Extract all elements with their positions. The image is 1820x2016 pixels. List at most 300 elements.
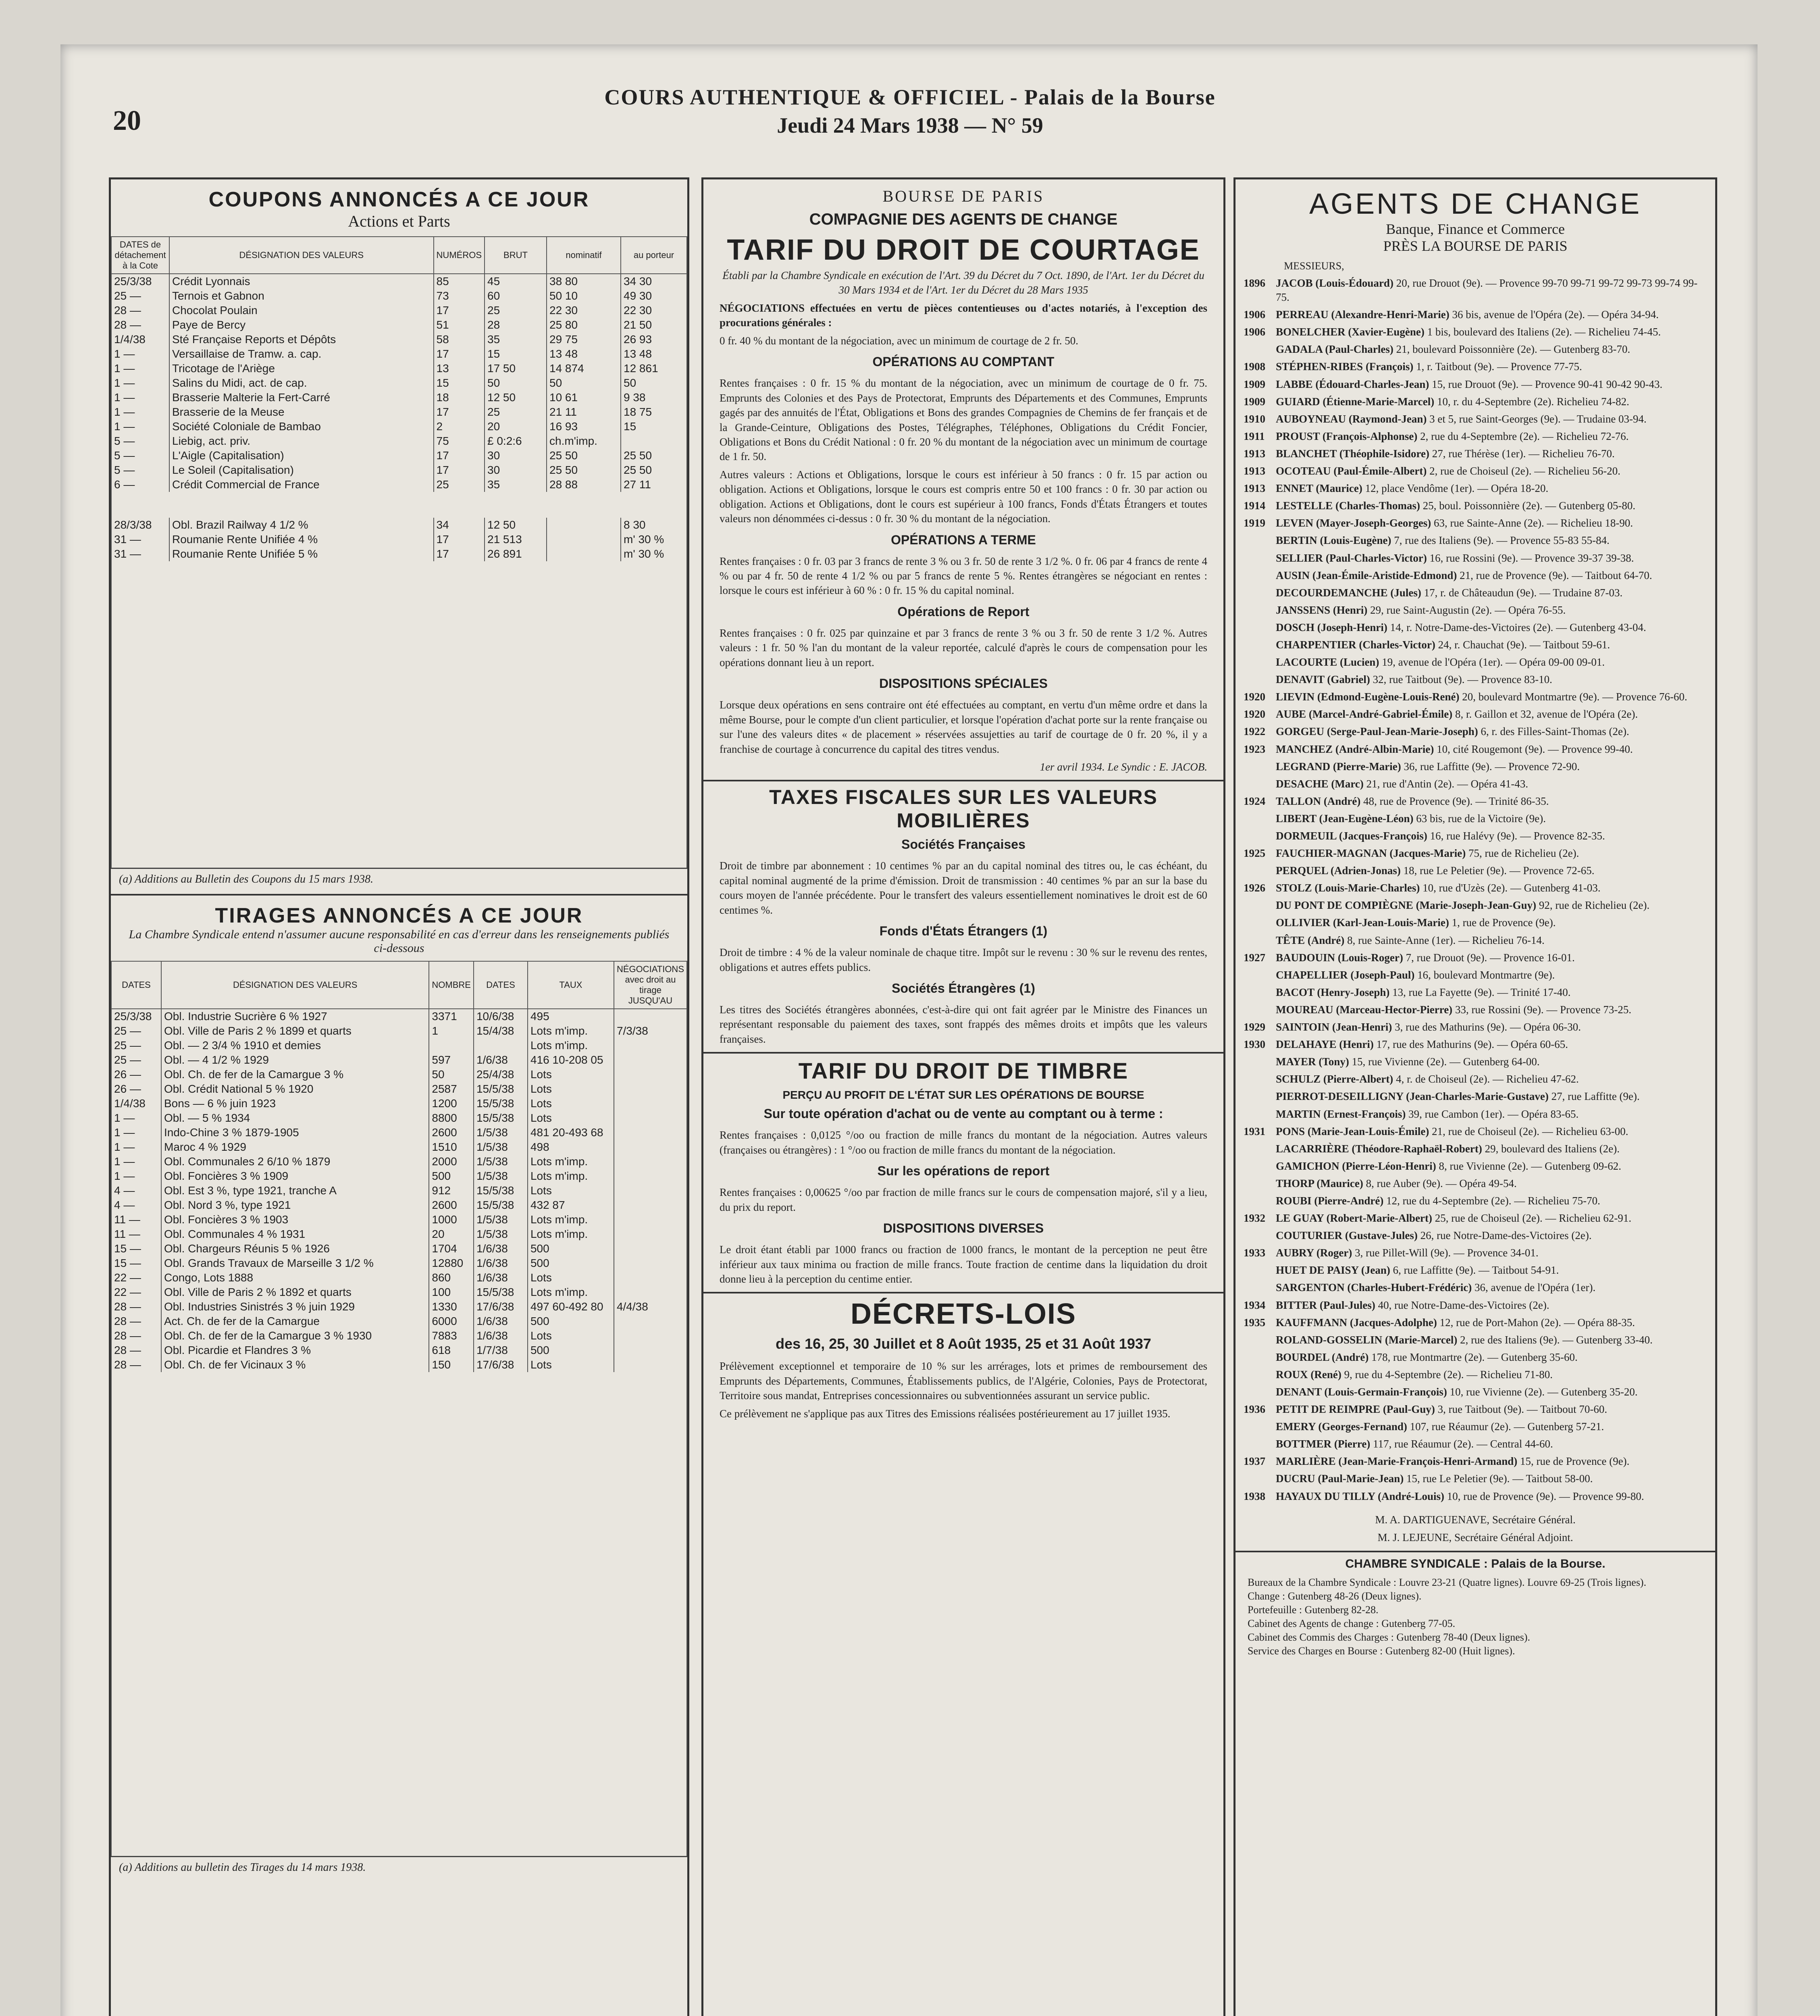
table-cell: 17 — [434, 303, 485, 318]
table-row — [111, 419, 687, 434]
table-cell: 25 — — [111, 1024, 161, 1038]
agent-entry — [1236, 410, 1715, 428]
table-cell: 17 — [434, 532, 485, 547]
tarif-kicker: BOURSE DE PARIS — [882, 187, 1044, 205]
table-cell: 1/4/38 — [111, 1096, 161, 1111]
agents-title: AGENTS DE CHANGE — [1309, 188, 1642, 220]
table-cell: Obl. Ch. de fer de la Camargue 3 % — [161, 1067, 429, 1082]
agent-entry — [1236, 1331, 1715, 1349]
agent-name: LEVEN (Mayer-Joseph-Georges) — [1276, 517, 1431, 529]
table-cell: 15/5/38 — [474, 1285, 528, 1300]
agent-details — [1276, 1229, 1591, 1243]
agent-entry — [1236, 706, 1715, 723]
agent-name: OLLIVIER (Karl-Jean-Louis-Marie) — [1276, 916, 1449, 929]
table-cell: 1/5/38 — [474, 1227, 528, 1241]
coupons-table — [111, 236, 687, 561]
agent-year — [1244, 342, 1276, 356]
taxes-paragraph: Droit de timbre par abonnement : 10 centimes % par an du capital nominal des titres ou, le cas échéant, du capital nominal augmenté de la prime d'émission. Droit de transmission : 40 centimes % par an sur la base du cours moyen de l'année précédente. Pour le transfert des valeurs essentiellement nominatives le droit est de 60 centimes %. — [720, 860, 1207, 916]
agent-name: LACOURTE (Lucien) — [1276, 656, 1379, 669]
agent-address: 10, rue d'Uzès (2e). — Gutenberg 41-03. — [1423, 882, 1601, 894]
table-row — [111, 1053, 687, 1067]
agent-entry — [1236, 306, 1715, 323]
agent-name: TALLON (André) — [1276, 795, 1361, 807]
agent-year — [1244, 864, 1276, 878]
table-cell: Lots m'imp. — [528, 1024, 614, 1038]
tarif-paragraph: Autres valeurs : Actions et Obligations, lorsque le cours est inférieur à 50 francs : 0 fr. 15 par action ou obligation. Actions et Obligations, lorsque le cours est compris entre 50 et 100 francs : 0 fr. 30 par action ou obligation. Actions et Obligations, dont le cours est supérieur à 100 francs, Fonds d'États Étrangers et toutes valeurs non dénommées ci-dessus : 0 fr. 30 % du montant de la négociation. — [720, 468, 1207, 525]
tarif-section: Opérations de Report — [897, 604, 1030, 619]
table-row — [111, 1183, 687, 1198]
table-cell: 1/6/38 — [474, 1329, 528, 1343]
table-cell: Société Coloniale de Bambao — [169, 419, 434, 434]
agent-name: TÊTE (André) — [1276, 934, 1345, 946]
agent-address: 3, rue Taitbout (9e). — Taitbout 70-60. — [1437, 1403, 1607, 1416]
table-cell — [614, 1038, 687, 1053]
agents-subtitle-2: PRÈS LA BOURSE DE PARIS — [1383, 238, 1568, 254]
agent-year: 1909 — [1244, 395, 1265, 408]
agent-year — [1244, 1055, 1276, 1069]
table-cell: 17 — [434, 547, 485, 561]
table-row — [111, 1082, 687, 1096]
table-cell — [614, 1082, 687, 1096]
agent-entry — [1236, 1297, 1715, 1314]
agent-address: 7, rue des Italiens (9e). — Provence 55-83 55-84. — [1394, 534, 1610, 547]
tarifs-column — [701, 177, 1225, 2016]
table-cell: 26 — — [111, 1082, 161, 1096]
agent-details — [1276, 464, 1620, 478]
table-row — [111, 1343, 687, 1358]
agent-address: 36, avenue de l'Opéra (1er). — [1474, 1281, 1596, 1294]
table-cell: L'Aigle (Capitalisation) — [169, 448, 434, 463]
timbre-paragraph: Rentes françaises : 0,00625 °/oo par fraction de mille francs sur le cours de compensation majoré, s'il y a lieu, du prix du report. — [720, 1186, 1207, 1213]
table-cell: 51 — [434, 318, 485, 332]
agent-details — [1276, 1055, 1540, 1069]
table-cell: 1/4/38 — [111, 332, 169, 347]
table-row — [111, 532, 687, 547]
agent-address: 1, r. Taitbout (9e). — Provence 77-75. — [1416, 360, 1582, 373]
agent-details — [1276, 1420, 1604, 1434]
chambre-line: Cabinet des Commis des Charges : Gutenberg 78-40 (Deux lignes). — [1248, 1631, 1530, 1643]
agent-address: 15, rue Vivienne (2e). — Gutenberg 64-00. — [1352, 1056, 1540, 1068]
table-cell: 15/5/38 — [474, 1111, 528, 1125]
agent-details — [1276, 1072, 1579, 1086]
agent-entry — [1236, 1175, 1715, 1192]
table-cell — [621, 434, 687, 448]
agent-name: LACARRIÈRE (Théodore-Raphaël-Robert) — [1276, 1142, 1482, 1155]
agent-entry — [1236, 462, 1715, 480]
agent-details — [1276, 742, 1633, 756]
agent-address: 63, rue Sainte-Anne (2e). — Richelieu 18-90. — [1433, 517, 1633, 529]
table-cell: 28 — — [111, 1358, 161, 1372]
table-row — [111, 347, 687, 361]
table-cell — [614, 1067, 687, 1082]
table-cell: 12 50 — [485, 518, 547, 532]
agent-name: THORP (Maurice) — [1276, 1177, 1363, 1189]
table-cell: Obl. Ch. de fer Vicinaux 3 % — [161, 1358, 429, 1372]
agent-details — [1276, 360, 1582, 374]
agent-name: MARLIÈRE (Jean-Marie-François-Henri-Armand) — [1276, 1455, 1518, 1468]
agent-year: 1930 — [1244, 1038, 1265, 1051]
table-cell: Roumanie Rente Unifiée 4 % — [169, 532, 434, 547]
table-cell: 30 — [485, 463, 547, 477]
col-header: DATES de détachement à la Cote — [111, 237, 169, 274]
tarif-org: COMPAGNIE DES AGENTS DE CHANGE — [809, 210, 1118, 228]
table-cell: Lots — [528, 1358, 614, 1372]
page-number: 20 — [113, 105, 141, 136]
agent-name: AUBRY (Roger) — [1276, 1247, 1352, 1259]
agent-name: GUIARD (Étienne-Marie-Marcel) — [1276, 395, 1435, 408]
agent-details — [1276, 881, 1601, 895]
agent-name: BITTER (Paul-Jules) — [1276, 1299, 1375, 1311]
table-blank-area — [111, 1372, 687, 1856]
agent-year: 1896 — [1244, 277, 1265, 289]
table-cell: 8800 — [429, 1111, 474, 1125]
table-cell: 75 — [434, 434, 485, 448]
table-cell: 1 — — [111, 361, 169, 376]
agent-year: 1932 — [1244, 1212, 1265, 1225]
agent-address: 32, rue Taitbout (9e). — Provence 83-10. — [1373, 673, 1552, 686]
table-cell: Obl. Foncières 3 % 1909 — [161, 1169, 429, 1183]
agent-entry — [1236, 810, 1715, 827]
agent-year: 1934 — [1244, 1299, 1265, 1311]
table-cell: 25 — — [111, 289, 169, 303]
agent-address: 25, boul. Poissonnière (2e). — Gutenberg 05-80. — [1423, 500, 1636, 512]
agent-address: 107, rue Réaumur (2e). — Gutenberg 57-21. — [1410, 1420, 1604, 1433]
agent-entry — [1236, 1262, 1715, 1279]
decrets-subtitle: des 16, 25, 30 Juillet et 8 Août 1935, 25 et 31 Août 1937 — [776, 1335, 1151, 1352]
table-cell: 25 — [485, 405, 547, 419]
agent-entry — [1236, 741, 1715, 758]
agent-details — [1276, 1489, 1644, 1504]
table-cell: 22 — — [111, 1270, 161, 1285]
decrets-title: DÉCRETS-LOIS — [850, 1298, 1077, 1331]
table-row — [111, 463, 687, 477]
col-header: NOMBRE — [429, 961, 474, 1009]
table-cell: Roumanie Rente Unifiée 5 % — [169, 547, 434, 561]
table-cell: 6 — — [111, 477, 169, 492]
agent-year — [1244, 1420, 1276, 1434]
divider — [1236, 1551, 1715, 1552]
agent-details — [1276, 516, 1633, 530]
taxes-paragraph: Droit de timbre : 4 % de la valeur nominale de chaque titre. Impôt sur le revenu : 30 % sur le revenu des rentes, obligations et autres effets publics. — [720, 946, 1207, 973]
agent-name: DENANT (Louis-Germain-François) — [1276, 1386, 1447, 1398]
table-cell: 618 — [429, 1343, 474, 1358]
table-cell: Obl. Communales 4 % 1931 — [161, 1227, 429, 1241]
table-cell: 495 — [528, 1009, 614, 1024]
table-cell: 16 93 — [547, 419, 621, 434]
tarif-section: OPÉRATIONS A TERME — [891, 532, 1036, 547]
agent-details — [1276, 1194, 1600, 1208]
agent-address: 9, rue du 4-Septembre (2e). — Richelieu 71-80. — [1344, 1368, 1553, 1381]
table-cell — [614, 1241, 687, 1256]
table-cell: £ 0:2:6 — [485, 434, 547, 448]
agent-name: SAINTOIN (Jean-Henri) — [1276, 1021, 1392, 1033]
agent-year: 1913 — [1244, 465, 1265, 477]
agent-name: MANCHEZ (André-Albin-Marie) — [1276, 743, 1434, 755]
table-cell: 2 — [434, 419, 485, 434]
table-cell: 35 — [485, 332, 547, 347]
table-row — [111, 1024, 687, 1038]
agent-details — [1276, 1142, 1620, 1156]
agents-messieurs: MESSIEURS, — [1284, 260, 1344, 272]
agent-details — [1276, 1003, 1631, 1017]
agent-entry — [1236, 1106, 1715, 1123]
table-cell: 8 30 — [621, 518, 687, 532]
agent-address: 12, rue de Port-Mahon (2e). — Opéra 88-35. — [1439, 1316, 1635, 1329]
agent-details — [1276, 1298, 1550, 1312]
table-cell: 25 — [434, 477, 485, 492]
agent-name: BLANCHET (Théophile-Isidore) — [1276, 447, 1429, 460]
agent-address: 24, r. Chauchat (9e). — Taitbout 59-61. — [1438, 638, 1610, 651]
table-cell: 25 — — [111, 1053, 161, 1067]
agent-year — [1244, 1368, 1276, 1382]
taxes-section: Sociétés Françaises — [901, 837, 1025, 852]
agent-address: 29, boulevard des Italiens (2e). — [1485, 1142, 1620, 1155]
col-header: NÉGOCIATIONS avec droit au tirage JUSQU'AU — [614, 961, 687, 1009]
agent-name: ROUX (René) — [1276, 1368, 1342, 1381]
table-cell: 26 — — [111, 1067, 161, 1082]
table-cell — [614, 1096, 687, 1111]
table-cell: 28 — — [111, 1329, 161, 1343]
agent-address: 3, rue Pillet-Will (9e). — Provence 34-01. — [1355, 1247, 1539, 1259]
table-cell: 13 48 — [547, 347, 621, 361]
agent-address: 92, rue de Richelieu (2e). — [1539, 899, 1650, 912]
agent-name: LEGRAND (Pierre-Marie) — [1276, 760, 1401, 773]
agent-address: 16, rue Halévy (9e). — Provence 82-35. — [1430, 830, 1605, 842]
agent-entry — [1236, 984, 1715, 1001]
table-cell: 1/6/38 — [474, 1256, 528, 1270]
agent-year — [1244, 777, 1276, 791]
agent-address: 21, rue d'Antin (2e). — Opéra 41-43. — [1366, 777, 1528, 790]
agent-details — [1276, 985, 1570, 1000]
agent-name: DECOURDEMANCHE (Jules) — [1276, 586, 1421, 599]
chambre-line: Cabinet des Agents de change : Gutenberg 77-05. — [1248, 1617, 1456, 1629]
agent-entry — [1236, 1227, 1715, 1244]
agent-year — [1244, 829, 1276, 843]
agent-entry — [1236, 688, 1715, 706]
table-cell: 12880 — [429, 1256, 474, 1270]
agent-year: 1911 — [1244, 430, 1265, 442]
table-row — [111, 1256, 687, 1270]
table-row — [111, 376, 687, 390]
agent-address: 39, rue Cambon (1er). — Opéra 83-65. — [1408, 1108, 1579, 1120]
agent-name: LESTELLE (Charles-Thomas) — [1276, 500, 1420, 512]
tarif-section: DISPOSITIONS SPÉCIALES — [879, 676, 1048, 691]
table-cell — [614, 1358, 687, 1372]
table-cell: Salins du Midi, act. de cap. — [169, 376, 434, 390]
agent-address: 7, rue Drouot (9e). — Provence 16-01. — [1406, 951, 1575, 964]
table-cell: Obl. — 5 % 1934 — [161, 1111, 429, 1125]
tarif-neg-text: 0 fr. 40 % du montant de la négociation, avec un minimum de courtage de 2 fr. 50. — [720, 334, 1079, 347]
agent-entry — [1236, 1070, 1715, 1088]
table-cell — [614, 1154, 687, 1169]
table-row — [111, 405, 687, 419]
agent-year — [1244, 933, 1276, 948]
agent-entry — [1236, 376, 1715, 393]
agent-entry — [1236, 1001, 1715, 1018]
decrets-paragraph: Ce prélèvement ne s'applique pas aux Titres des Emissions réalisées postérieurement au 17 juillet 1935. — [720, 1407, 1171, 1420]
table-row — [111, 1125, 687, 1140]
table-cell — [614, 1183, 687, 1198]
agent-name: LABBE (Édouard-Charles-Jean) — [1276, 378, 1429, 390]
table-cell: Lots m'imp. — [528, 1227, 614, 1241]
agent-details — [1276, 1020, 1581, 1034]
agent-name: LIBERT (Jean-Eugène-Léon) — [1276, 812, 1414, 825]
agent-year: 1935 — [1244, 1316, 1265, 1329]
agent-name: COUTURIER (Gustave-Jules) — [1276, 1229, 1418, 1242]
table-cell: 21 513 — [485, 532, 547, 547]
table-cell: 1/5/38 — [474, 1169, 528, 1183]
table-row — [111, 1169, 687, 1183]
agent-name: PIERROT-DESEILLIGNY (Jean-Charles-Marie-Gustave) — [1276, 1090, 1549, 1103]
tarif-intro: Établi par la Chambre Syndicale en exécution de l'Art. 39 du Décret du 7 Oct. 1890, de l'Art. 1er du Décret du 30 Mars 1934 et de l'Art. 1er du Décret du 28 Mars 1935 — [722, 269, 1204, 296]
table-cell: 1 — — [111, 1169, 161, 1183]
table-cell: Ternois et Gabnon — [169, 289, 434, 303]
agent-entry — [1236, 654, 1715, 671]
table-cell: Obl. — 4 1/2 % 1929 — [161, 1053, 429, 1067]
agent-name: DELAHAYE (Henri) — [1276, 1038, 1374, 1051]
table-cell: m' 30 % — [621, 532, 687, 547]
agent-name: DESACHE (Marc) — [1276, 777, 1364, 790]
table-cell: 25 50 — [621, 463, 687, 477]
agent-details — [1276, 1177, 1517, 1191]
table-row — [111, 1241, 687, 1256]
chambre-line: Change : Gutenberg 48-26 (Deux lignes). — [1248, 1590, 1422, 1602]
table-cell: 26 93 — [621, 332, 687, 347]
table-row — [111, 448, 687, 463]
agent-address: 15, rue de Provence (9e). — [1520, 1455, 1630, 1468]
agent-address: 117, rue Réaumur (2e). — Central 44-60. — [1373, 1438, 1553, 1450]
agent-year: 1913 — [1244, 447, 1265, 460]
col-header: TAUX — [528, 961, 614, 1009]
table-cell: 22 30 — [547, 303, 621, 318]
agent-address: 27, rue Thérèse (1er). — Richelieu 76-70. — [1432, 447, 1615, 460]
agent-year — [1244, 1089, 1276, 1104]
agent-entry — [1236, 428, 1715, 445]
table-cell: 25 — — [111, 1038, 161, 1053]
agent-entry — [1236, 514, 1715, 532]
agent-address: 3, rue des Mathurins (9e). — Opéra 06-30. — [1395, 1021, 1581, 1033]
table-cell: 4 — — [111, 1183, 161, 1198]
table-cell: 4/4/38 — [614, 1300, 687, 1314]
agent-details — [1276, 1125, 1628, 1139]
agent-year — [1244, 1472, 1276, 1486]
agent-address: 15, rue Le Peletier (9e). — Taitbout 58-00. — [1406, 1472, 1593, 1485]
agent-entry — [1236, 1418, 1715, 1435]
table-cell: 5 — — [111, 448, 169, 463]
agent-year: 1936 — [1244, 1403, 1265, 1416]
table-cell: 28 — [485, 318, 547, 332]
coupons-title: COUPONS ANNONCÉS A CE JOUR — [208, 188, 590, 211]
table-cell: 1 — — [111, 347, 169, 361]
table-cell: Lots — [528, 1096, 614, 1111]
agent-address: 2, rue des Italiens (9e). — Gutenberg 33-40. — [1460, 1333, 1653, 1346]
agent-address: 15, rue Drouot (9e). — Provence 90-41 90-42 90-43. — [1432, 378, 1663, 390]
col-header: DÉSIGNATION DES VALEURS — [169, 237, 434, 274]
agent-entry — [1236, 1488, 1715, 1505]
table-row — [111, 1009, 687, 1024]
agent-address: 18, rue Le Peletier (9e). — Provence 72-65. — [1403, 864, 1595, 877]
table-cell: 500 — [528, 1343, 614, 1358]
agent-name: BONELCHER (Xavier-Eugène) — [1276, 326, 1425, 338]
table-cell: Paye de Bercy — [169, 318, 434, 332]
agent-address: 19, avenue de l'Opéra (1er). — Opéra 09-00 09-01. — [1382, 656, 1605, 669]
table-cell: 1 — — [111, 419, 169, 434]
table-cell — [547, 532, 621, 547]
agent-entry — [1236, 323, 1715, 341]
table-cell: Bons — 6 % juin 1923 — [161, 1096, 429, 1111]
table-cell: 1/6/38 — [474, 1053, 528, 1067]
agent-year — [1244, 1333, 1276, 1347]
table-row — [111, 390, 687, 405]
agent-name: PERQUEL (Adrien-Jonas) — [1276, 864, 1401, 877]
agent-entry — [1236, 532, 1715, 549]
table-cell: 15 — [621, 419, 687, 434]
table-cell: 25/4/38 — [474, 1067, 528, 1082]
table-cell: 49 30 — [621, 289, 687, 303]
table-cell: Obl. Grands Travaux de Marseille 3 1/2 % — [161, 1256, 429, 1270]
table-cell: 2600 — [429, 1125, 474, 1140]
agent-name: OCOTEAU (Paul-Émile-Albert) — [1276, 465, 1427, 477]
table-cell: 28 — — [111, 1314, 161, 1329]
table-cell — [614, 1285, 687, 1300]
agent-details — [1276, 951, 1575, 965]
table-cell: 1/5/38 — [474, 1125, 528, 1140]
chambre-line: Service des Charges en Bourse : Gutenberg 82-00 (Huit lignes). — [1248, 1645, 1515, 1657]
table-cell: Lots m'imp. — [528, 1169, 614, 1183]
agent-entry — [1236, 723, 1715, 740]
table-cell: 1/6/38 — [474, 1270, 528, 1285]
agent-address: 48, rue de Provence (9e). — Trinité 86-35. — [1363, 795, 1549, 807]
agent-name: JANSSENS (Henri) — [1276, 604, 1368, 616]
table-row-spacer — [111, 492, 687, 518]
agent-year — [1244, 586, 1276, 600]
agent-year — [1244, 551, 1276, 565]
agent-year — [1244, 1159, 1276, 1173]
table-cell: 500 — [528, 1314, 614, 1329]
table-row — [111, 1314, 687, 1329]
agent-year — [1244, 1177, 1276, 1191]
agent-year — [1244, 1194, 1276, 1208]
coupons-tirages-column — [109, 177, 689, 2016]
agent-address: 10, cité Rougemont (9e). — Provence 99-40. — [1436, 743, 1633, 755]
tarif-paragraph: Rentes françaises : 0 fr. 025 par quinzaine et par 3 francs de rente 3 % ou 3 fr. 50 de rente 3 1/2 %. Autres valeurs : 1 fr. 50 % l'an du montant de la valeur reportée, calculé d'après le cours de compensation pour les opérations donnant lieu à un report. — [720, 627, 1207, 669]
agent-year — [1244, 1072, 1276, 1086]
agent-name: JACOB (Louis-Édouard) — [1276, 277, 1394, 289]
table-cell: 17 50 — [485, 361, 547, 376]
table-row — [111, 1038, 687, 1053]
agent-year: 1910 — [1244, 412, 1265, 425]
table-cell: Crédit Commercial de France — [169, 477, 434, 492]
table-cell: 21 11 — [547, 405, 621, 419]
agent-address: 63 bis, rue de la Victoire (9e). — [1416, 812, 1546, 825]
timbre-section: Sur toute opération d'achat ou de vente au comptant ou à terme : — [763, 1106, 1163, 1121]
table-cell: 9 38 — [621, 390, 687, 405]
table-cell: 20 — [485, 419, 547, 434]
table-cell: 13 48 — [621, 347, 687, 361]
agent-name: MARTIN (Ernest-François) — [1276, 1108, 1406, 1120]
col-header: DATES — [474, 961, 528, 1009]
agent-details — [1276, 690, 1687, 704]
agent-details — [1276, 673, 1552, 687]
agent-year: 1913 — [1244, 482, 1265, 495]
taxes-section: Sociétés Étrangères (1) — [892, 981, 1035, 996]
agent-details — [1276, 395, 1629, 409]
agent-details — [1276, 603, 1566, 617]
agent-entry — [1236, 1470, 1715, 1487]
agent-entry — [1236, 602, 1715, 619]
table-cell — [429, 1038, 474, 1053]
table-row — [111, 1096, 687, 1111]
